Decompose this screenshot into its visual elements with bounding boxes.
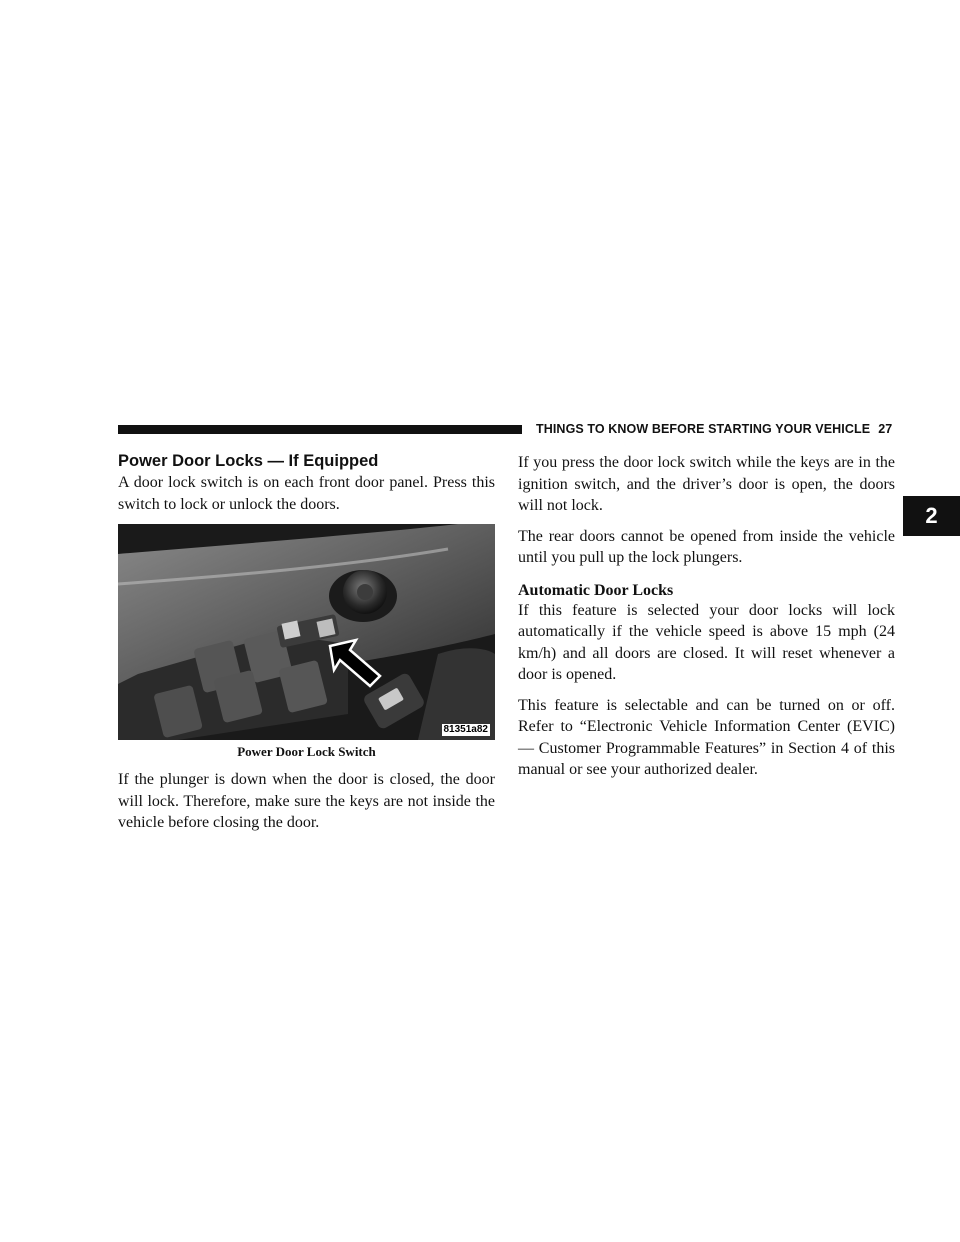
section-heading: Power Door Locks — If Equipped	[118, 452, 379, 470]
header-rule	[118, 425, 522, 434]
auto-lock-paragraph: If this feature is selected your door locks will lock automatically if the vehicle speed is above 15 mph (24 km/h) and all doors are closed. It will reset whenever a door is opened.	[518, 601, 895, 683]
right-column	[518, 452, 895, 790]
selectable-paragraph: This feature is selectable and can be turned on or off. Refer to “Electronic Vehicle Information Center (EVIC) — Customer Programmable Features” in Section 4 of this manual or see your authorized dealer.	[518, 696, 895, 778]
door-panel-illustration	[118, 524, 495, 740]
header-section-title: THINGS TO KNOW BEFORE STARTING YOUR VEHICLE	[536, 422, 871, 436]
ignition-paragraph: If you press the door lock switch while the keys are in the ignition switch, and the driver’s door is open, the doors will not lock.	[518, 454, 895, 514]
page-number: 27	[878, 422, 893, 436]
chapter-tab: 2	[903, 496, 960, 536]
door-lock-switch-photo	[118, 524, 495, 740]
plunger-paragraph: If the plunger is down when the door is closed, the door will lock. Therefore, make sure the keys are not inside the vehicle before closing the door.	[118, 771, 495, 831]
subsection-heading: Automatic Door Locks	[518, 581, 674, 599]
figure-code: 81351a82	[443, 724, 488, 735]
figure-caption: Power Door Lock Switch	[237, 744, 376, 759]
left-column	[118, 451, 495, 843]
intro-paragraph: A door lock switch is on each front door panel. Press this switch to lock or unlock the doors.	[118, 474, 495, 513]
running-header	[536, 422, 892, 436]
rear-doors-paragraph: The rear doors cannot be opened from inside the vehicle until you pull up the lock plungers.	[518, 527, 895, 566]
